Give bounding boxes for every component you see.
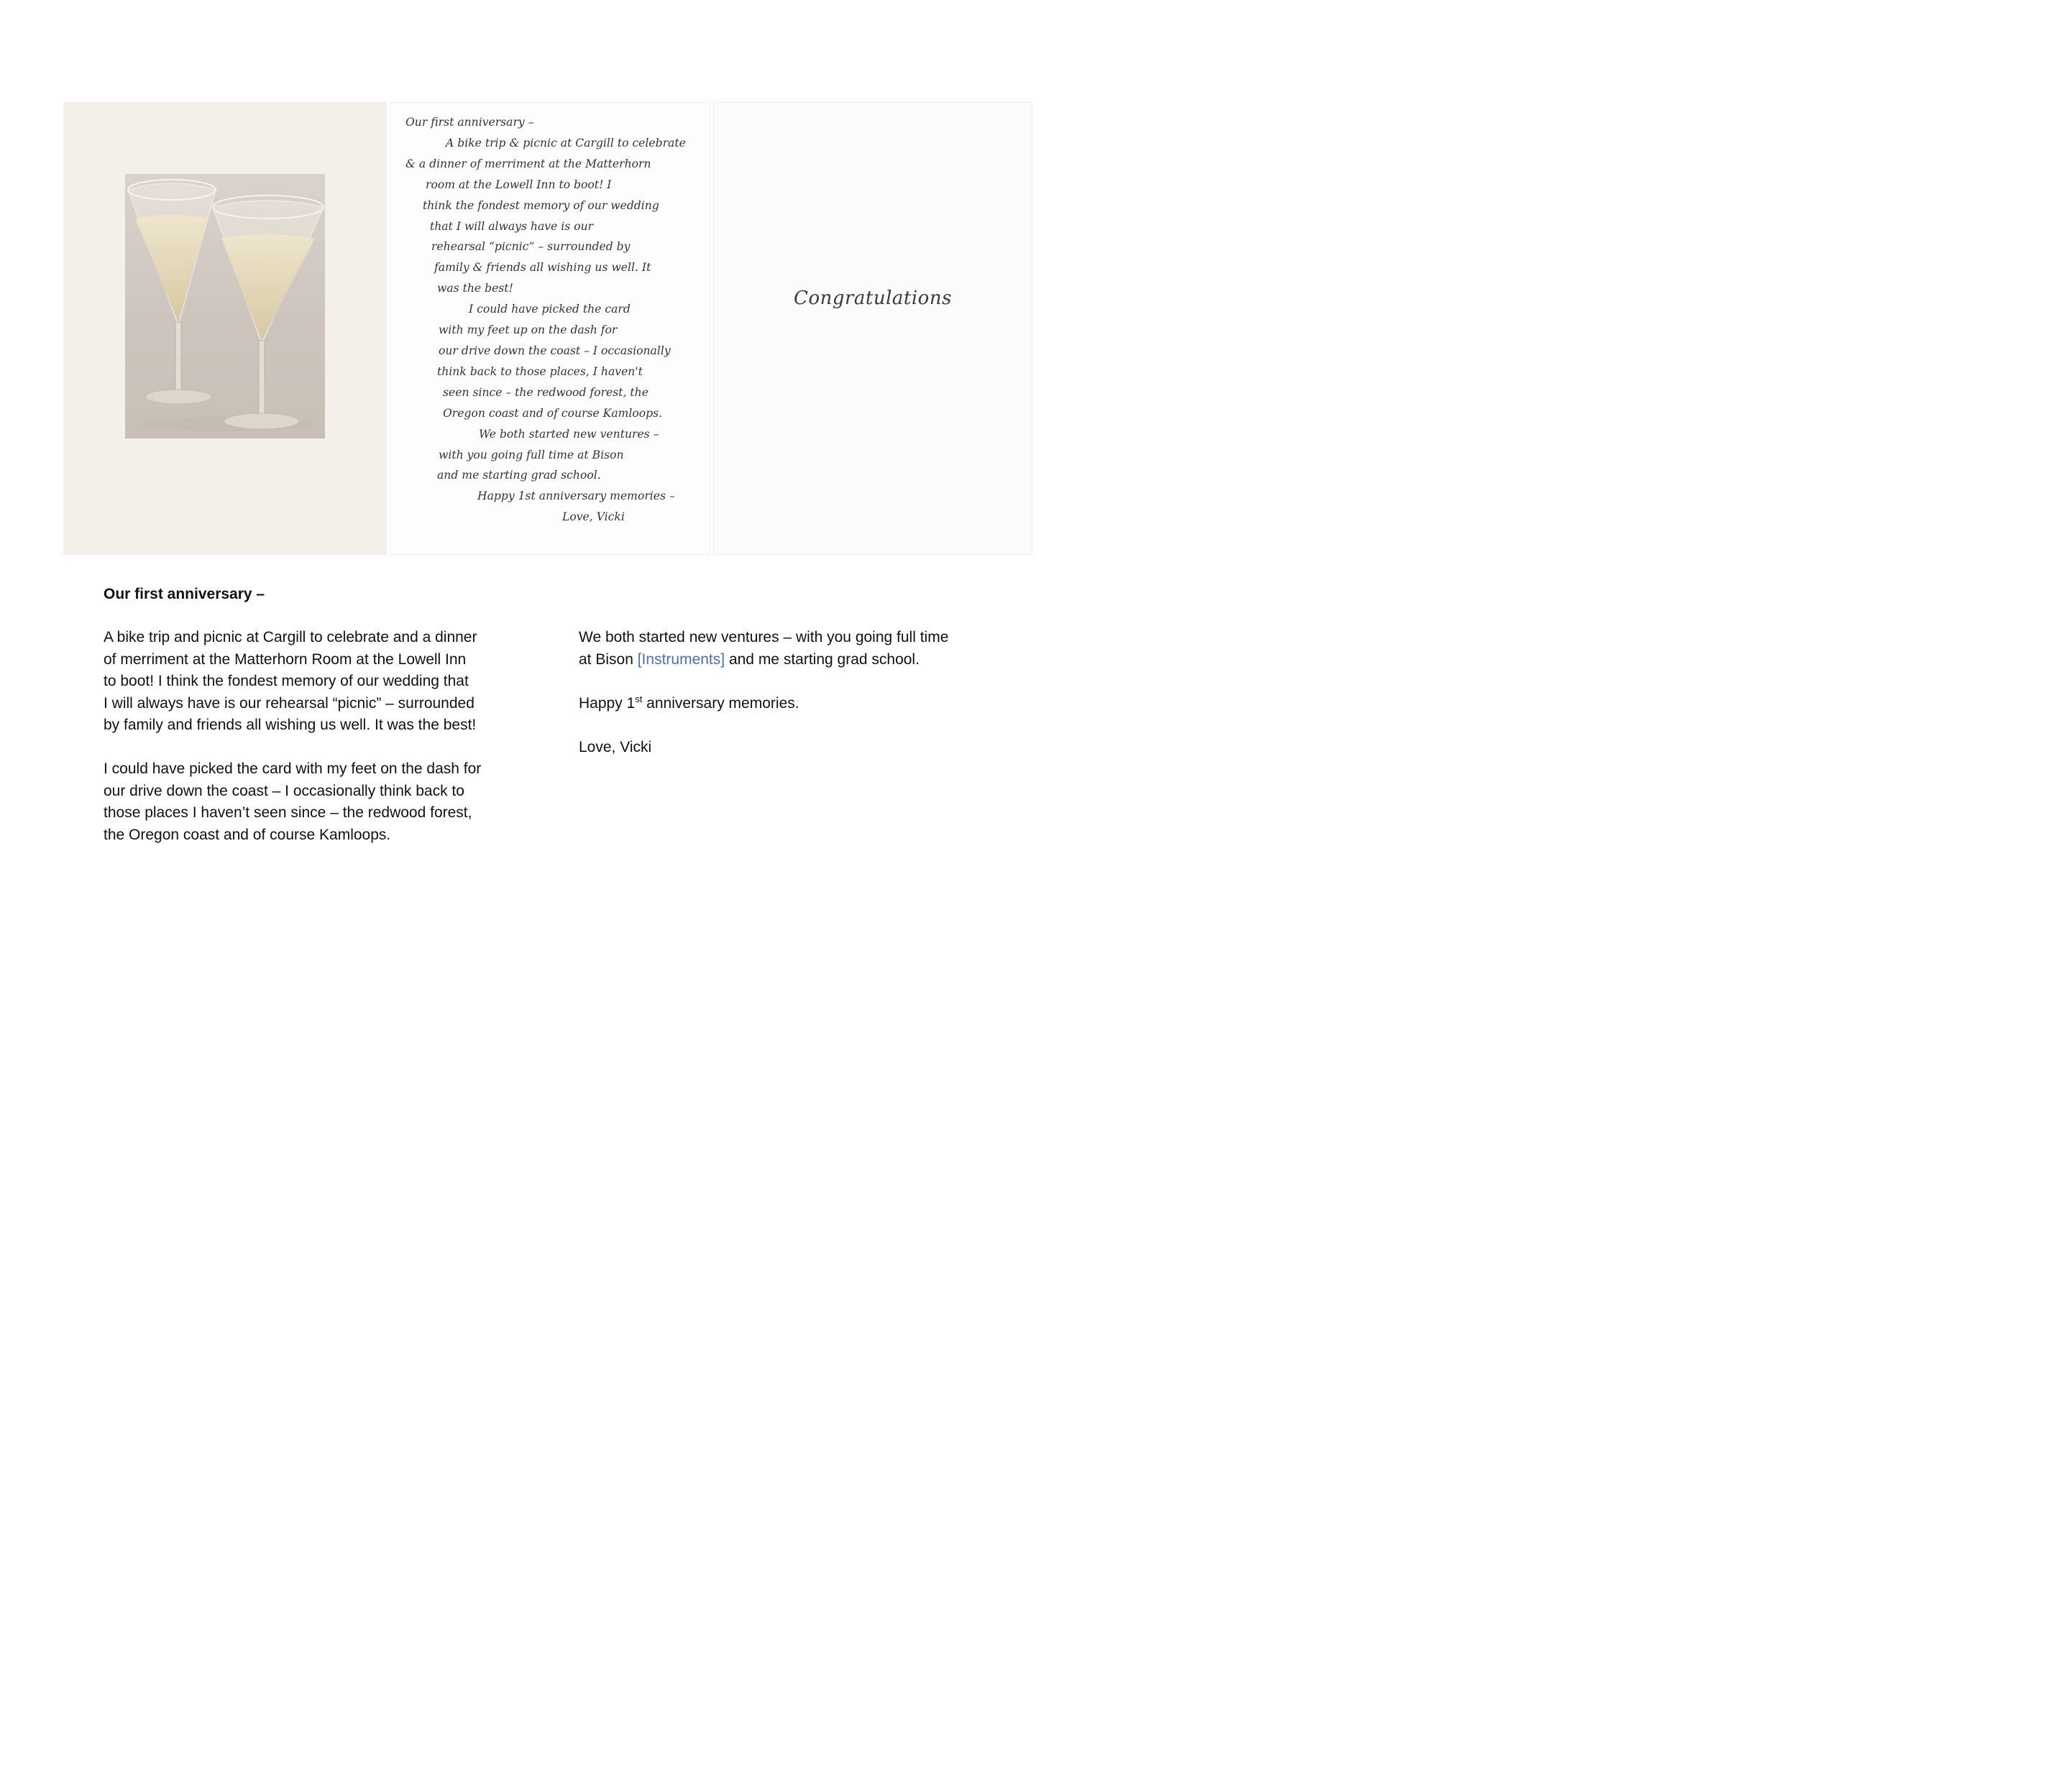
transcript-paragraph xyxy=(579,627,1010,671)
handwritten-line: rehearsal “picnic” – surrounded by xyxy=(431,240,631,254)
transcript-text: and me starting grad school. xyxy=(725,651,920,668)
editorial-insertion: [Instruments] xyxy=(637,651,725,668)
transcript-line: We both started new ventures – with you going full time xyxy=(579,629,949,645)
transcript-line: those places I haven’t seen since – the redwood forest, xyxy=(104,804,472,821)
handwritten-line: A bike trip & picnic at Cargill to celebrate xyxy=(446,136,686,150)
handwritten-line: think the fondest memory of our wedding xyxy=(423,198,659,212)
transcript-line: to boot! I think the fondest memory of our wedding that xyxy=(104,673,469,689)
handwritten-line: & a dinner of merriment at the Matterhorn xyxy=(405,157,651,170)
handwritten-line: room at the Lowell Inn to boot! I xyxy=(426,178,612,191)
champagne-glasses-illustration xyxy=(125,174,325,438)
transcript-line: our drive down the coast – I occasionally think back to xyxy=(104,782,464,799)
transcript-line: the Oregon coast and of course Kamloops. xyxy=(104,826,391,843)
transcript-right-column xyxy=(579,627,1010,781)
transcript-line: I could have picked the card with my feet on the dash for xyxy=(104,760,482,777)
transcript-paragraph xyxy=(579,693,1010,715)
handwritten-line: and me starting grad school. xyxy=(437,469,601,482)
handwritten-line: with my feet up on the dash for xyxy=(439,323,618,337)
transcript-signoff: Love, Vicki xyxy=(579,738,652,755)
champagne-glasses-photo xyxy=(125,174,325,438)
handwritten-line: Happy 1st anniversary memories – xyxy=(477,489,675,503)
transcript-line xyxy=(579,693,1010,715)
handwritten-note xyxy=(405,112,700,528)
transcript-left-column xyxy=(104,627,528,868)
handwritten-signoff: Love, Vicki xyxy=(562,510,625,524)
handwritten-line: that I will always have is our xyxy=(430,219,594,233)
transcript-line: by family and friends all wishing us well. It was the best! xyxy=(104,717,477,733)
card-greeting-panel xyxy=(713,102,1032,555)
card-front-panel xyxy=(63,102,387,555)
handwritten-line: I could have picked the card xyxy=(469,303,631,316)
card-handwritten-panel xyxy=(390,102,710,555)
transcript-paragraph xyxy=(579,737,1010,759)
transcript-title: Our first anniversary – xyxy=(104,586,265,602)
handwritten-line: was the best! xyxy=(437,282,513,295)
transcript-line xyxy=(579,649,1010,671)
handwritten-line: family & friends all wishing us well. It xyxy=(434,261,651,275)
transcript-paragraph xyxy=(104,758,528,846)
ordinal-suffix: st xyxy=(635,693,643,704)
handwritten-line: We both started new ventures – xyxy=(479,427,659,441)
handwritten-line: seen since – the redwood forest, the xyxy=(443,385,648,399)
transcript-line: A bike trip and picnic at Cargill to celebrate and a dinner xyxy=(104,629,477,645)
transcript-text: anniversary memories. xyxy=(642,694,799,712)
transcript-line: of merriment at the Matterhorn Room at the Lowell Inn xyxy=(104,651,467,668)
handwritten-line: Our first anniversary – xyxy=(405,116,534,129)
handwritten-line: Oregon coast and of course Kamloops. xyxy=(443,406,663,420)
handwritten-line: think back to those places, I haven't xyxy=(437,364,643,378)
transcript-text: Happy 1 xyxy=(579,694,636,712)
printed-greeting: Congratulations xyxy=(794,288,952,309)
greeting-card-scan xyxy=(63,102,1032,555)
transcript-line: I will always have is our rehearsal “picnic” – surrounded xyxy=(104,694,475,712)
transcript-text: at Bison xyxy=(579,651,638,668)
handwritten-line: with you going full time at Bison xyxy=(439,448,624,461)
transcript-paragraph xyxy=(104,627,528,737)
handwritten-line: our drive down the coast – I occasionally xyxy=(439,344,671,357)
